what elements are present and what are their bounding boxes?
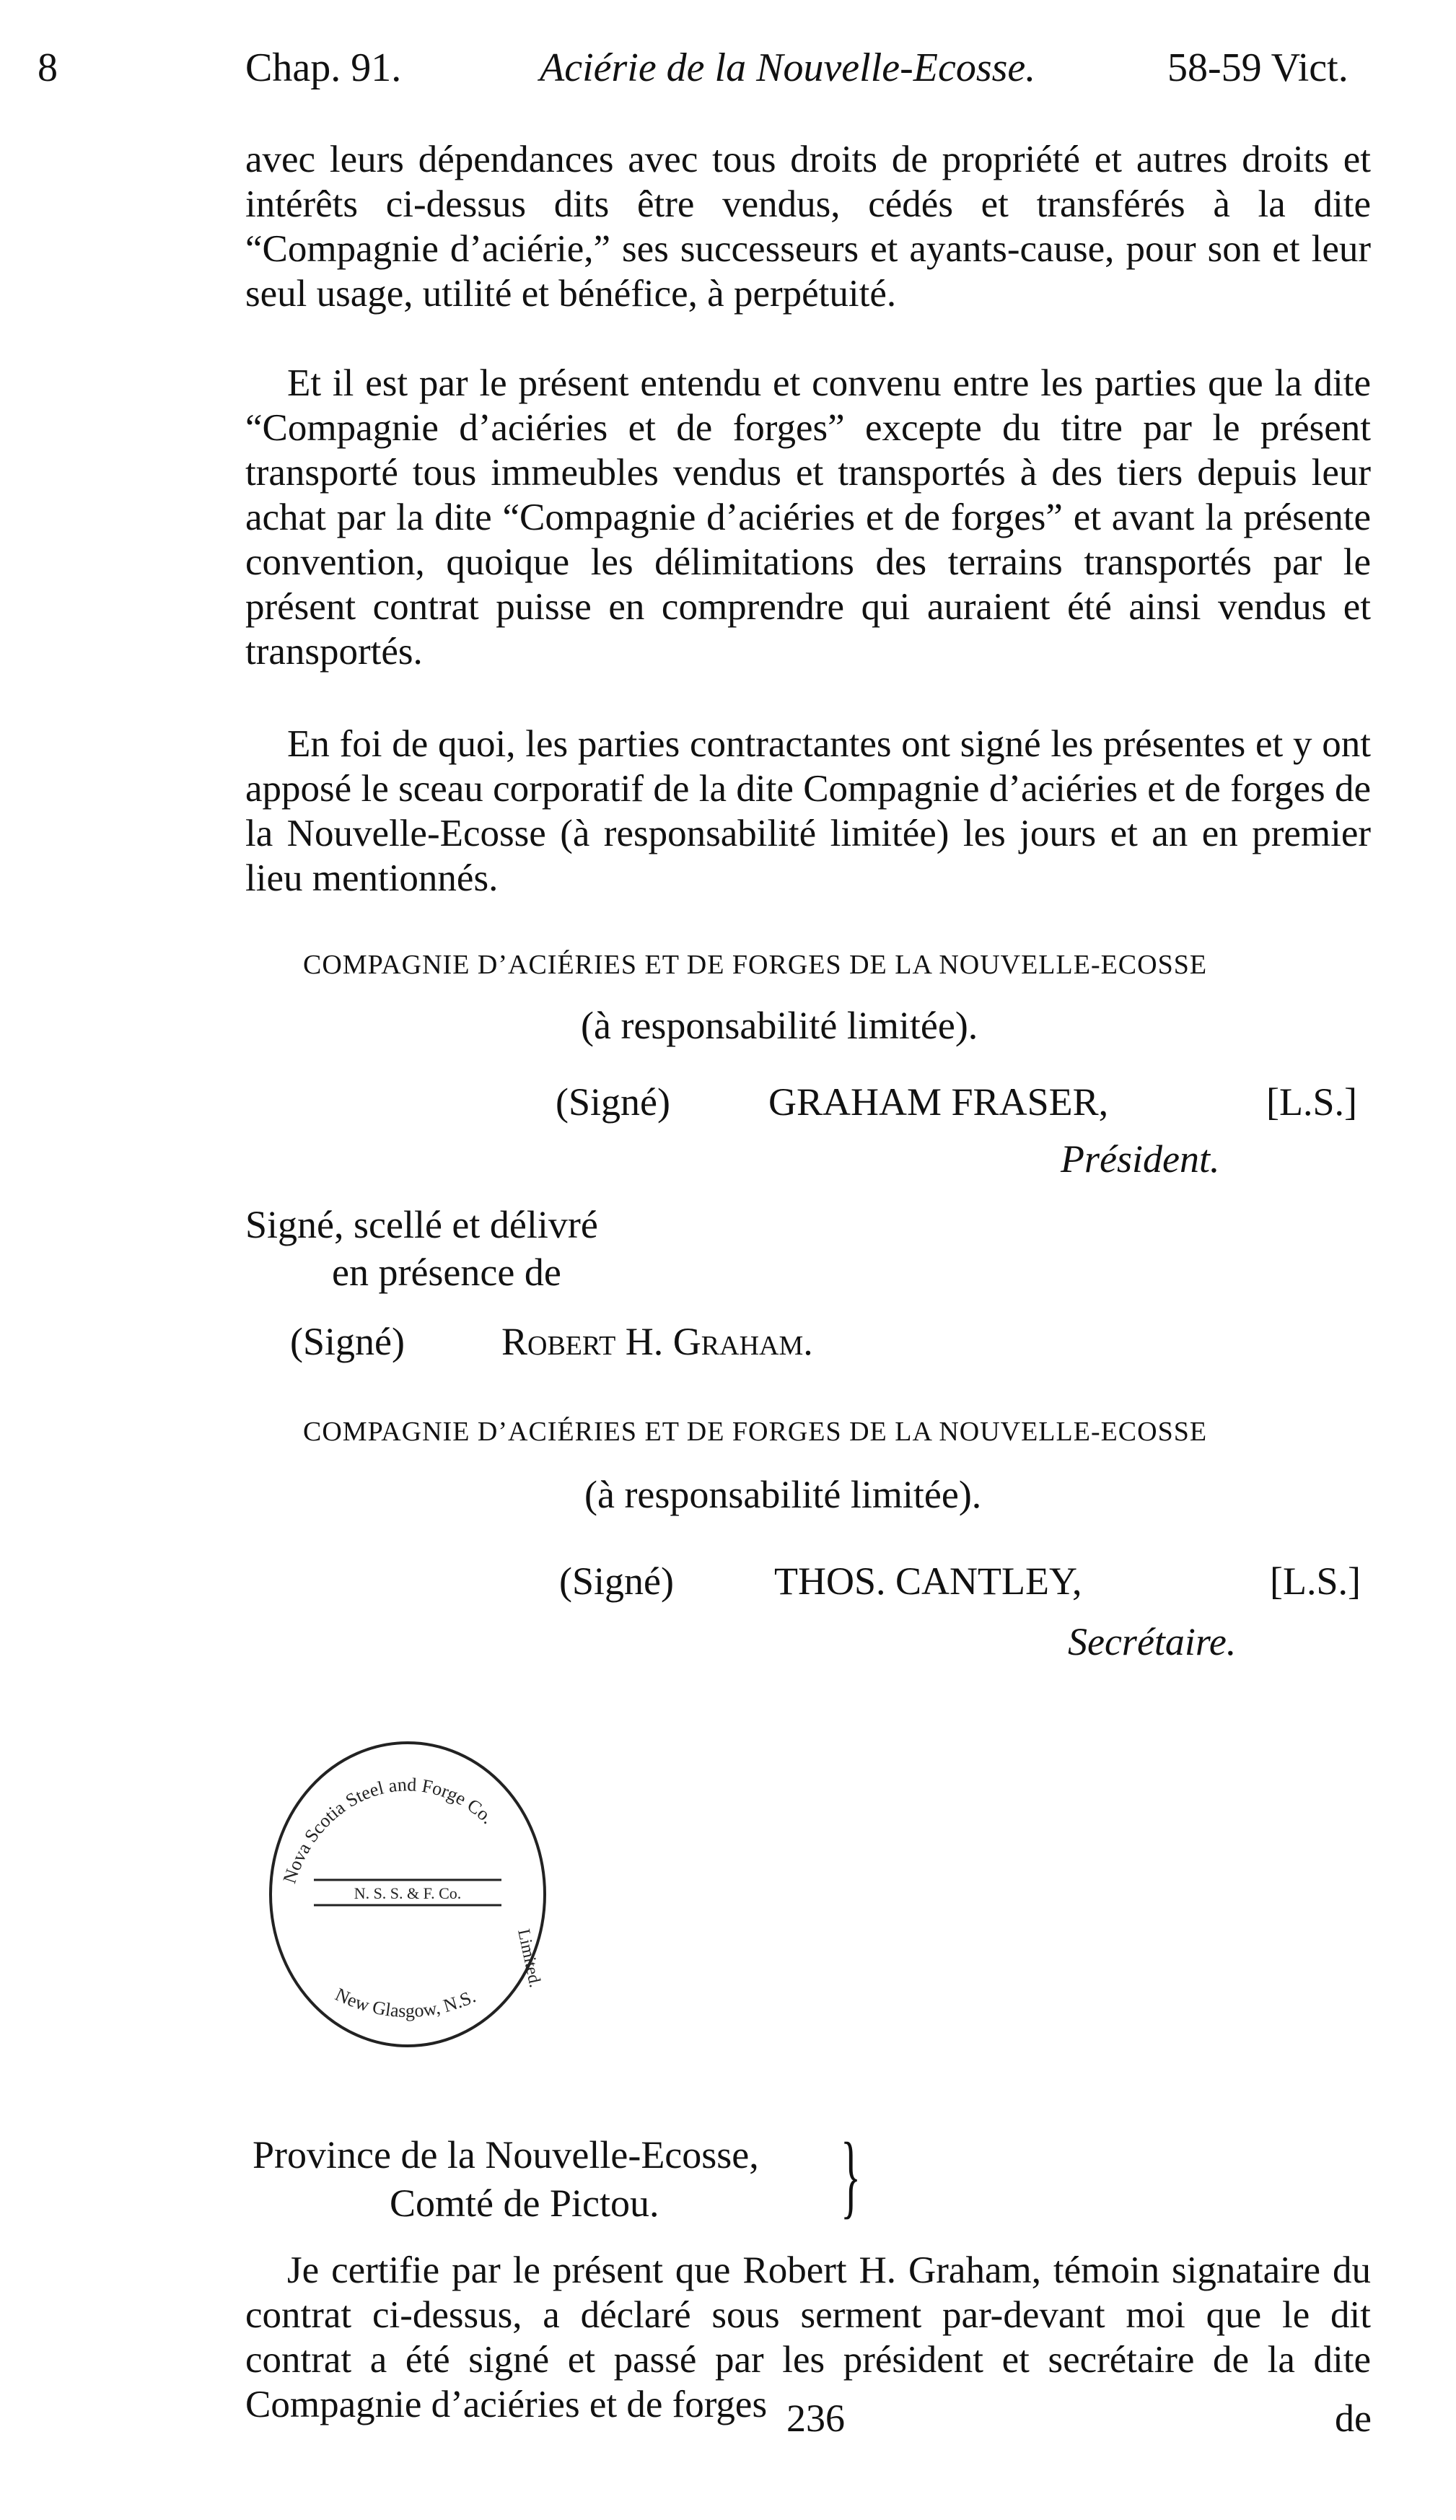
president-title: Président. xyxy=(1061,1137,1220,1181)
witness-line-2: en présence de xyxy=(332,1251,561,1294)
paragraph-exception xyxy=(245,361,1371,674)
county-label: Comté de Pictou. xyxy=(390,2182,659,2225)
company-name-1: COMPAGNIE D’ACIÉRIES ET DE FORGES DE LA NOUVELLE-ECOSSE xyxy=(303,950,1208,980)
catchword: de xyxy=(1335,2397,1372,2440)
company-name-2: COMPAGNIE D’ACIÉRIES ET DE FORGES DE LA NOUVELLE-ECOSSE xyxy=(303,1417,1208,1447)
seal-right-text: Limited. xyxy=(514,1927,545,1990)
regnal-year: 58-59 Vict. xyxy=(1167,45,1348,90)
province-label: Province de la Nouvelle-Ecosse, xyxy=(253,2133,759,2176)
folio-number: 236 xyxy=(786,2397,845,2440)
seal-mark-1: [L.S.] xyxy=(1266,1080,1357,1124)
paragraph-continuation: avec leurs dépendances avec tous droits de propriété et autres droits et intérêts ci-dessus dits être vendus, cédés et transférés à la dite “Compagnie d’aciérie,” ses successeurs et ayants-cause, pour son et leur seul usage, utilité et bénéfice, à perpétuité. xyxy=(245,139,1371,315)
liability-note-1: (à responsabilité limitée). xyxy=(581,1004,978,1047)
witness-signed-label: (Signé) xyxy=(290,1320,405,1363)
seal-mark-2: [L.S.] xyxy=(1270,1559,1361,1603)
witness-name: Robert H. Graham. xyxy=(501,1320,813,1363)
secretary-title: Secrétaire. xyxy=(1068,1620,1237,1663)
seal-bottom-text: New Glasgow, N.S. xyxy=(332,1983,479,2022)
paragraph-in-witness xyxy=(245,722,1371,901)
signatory-president: GRAHAM FRASER, xyxy=(768,1080,1109,1124)
paragraph-exception-text: Et il est par le présent entendu et convenu entre les parties que la dite “Compagnie d’aciéries et de forges” excepte du titre par le présent transporté tous immeubles vendus et transportés à des tiers depuis leur achat par la dite “Compagnie d’aciéries et de forges” et avant la présente convention, quoique les délimitations des terrains transportés par le présent contrat puisse en comprendre qui auraient été ainsi vendus et transportés. xyxy=(245,362,1371,673)
corporate-seal xyxy=(253,1714,563,2060)
paragraph-in-witness-text: En foi de quoi, les parties contractantes ont signé les présentes et y ont apposé le sceau corporatif de la dite Compagnie d’aciéries et de forges de la Nouvelle-Ecosse (à responsabilité limitée) les jours et an en premier lieu mentionnés. xyxy=(245,723,1371,899)
signatory-secretary: THOS. CANTLEY, xyxy=(774,1559,1082,1603)
running-title: Aciérie de la Nouvelle-Ecosse. xyxy=(540,45,1036,90)
seal-outer-text: Nova Scotia Steel and Forge Co. xyxy=(279,1774,499,1886)
jurisdiction-brace: } xyxy=(841,2124,861,2228)
seal-center-text: N. S. S. & F. Co. xyxy=(354,1884,462,1902)
signed-label-2: (Signé) xyxy=(559,1559,674,1603)
page-number: 8 xyxy=(38,45,58,90)
paragraph-certificate-text: Je certifie par le présent que Robert H. Graham, témoin signataire du contrat ci-dessus, a déclaré sous serment par-devant moi que le dit contrat a été signé et passé par les président et secrétaire de la dite Compagnie d’aciéries et de forges xyxy=(245,2249,1371,2425)
liability-note-2: (à responsabilité limitée). xyxy=(584,1473,982,1516)
chapter-label: Chap. 91. xyxy=(245,45,402,90)
witness-line-1: Signé, scellé et délivré xyxy=(245,1203,598,1246)
signed-label-1: (Signé) xyxy=(556,1080,670,1124)
